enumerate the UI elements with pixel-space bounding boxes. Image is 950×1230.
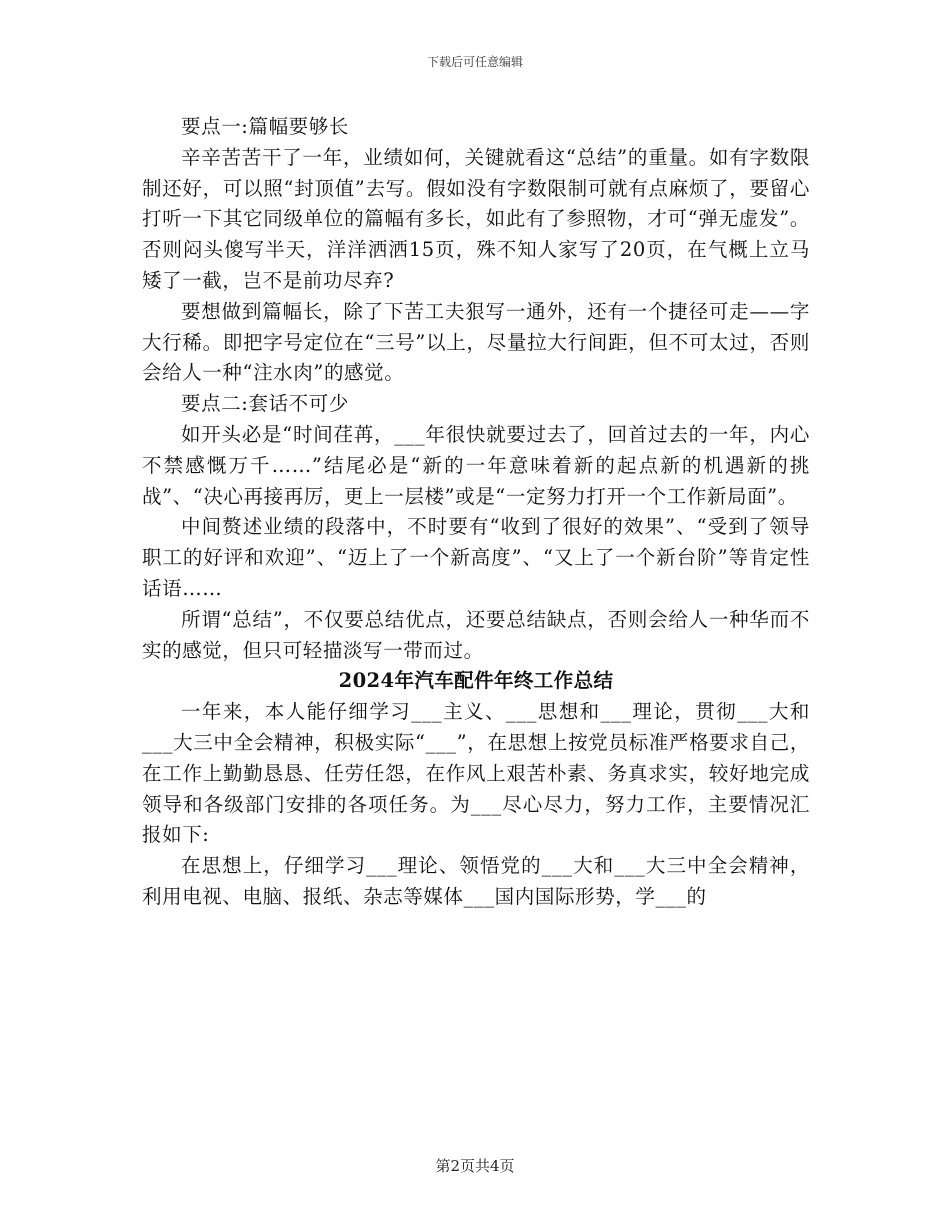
body-paragraph: 在思想上，仔细学习___理论、领悟党的___大和___大三中全会精神，利用电视、电脑、报纸、杂志等媒体___国内国际形势，学___的 (142, 854, 810, 908)
section-heading-point-two: 要点二:套话不可少 (181, 392, 349, 416)
page-number-footer: 第2页共4页 (435, 1157, 515, 1175)
body-paragraph: 所谓“总结”，不仅要总结优点，还要总结缺点，否则会给人一种华而不实的感觉，但只可轻描淡写一带而过。 (142, 607, 810, 662)
body-paragraph: 中间赘述业绩的段落中，不时要有“收到了很好的效果”、“受到了领导职工的好评和欢迎”、“迈上了一个新高度”、“又上了一个新台阶”等肯定性话语…… (142, 515, 810, 600)
document-body (142, 112, 810, 913)
body-paragraph: 要想做到篇幅长，除了下苦工夫狠写一通外，还有一个捷径可走——字大行稀。即把字号定位在“三号”以上，尽量拉大行间距，但不可太过，否则会给人一种“注水肉”的感觉。 (142, 299, 810, 385)
document-title: 2024年汽车配件年终工作总结 (338, 669, 614, 693)
body-paragraph: 如开头必是“时间荏苒，___年很快就要过去了，回首过去的一年，内心不禁感慨万千……”结尾必是“新的一年意味着新的起点新的机遇新的挑战”、“决心再接再厉，更上一层楼”或是“一定努力打开一个工作新局面”。 (142, 422, 810, 508)
page-header-note: 下载后可任意编辑 (426, 55, 523, 69)
body-paragraph: 一年来，本人能仔细学习___主义、___思想和___理论，贯彻___大和___大三中全会精神，积极实际“___”，在思想上按党员标准严格要求自己，在工作上勤勤恳恳、任劳任怨，在作风上艰苦朴素、务真求实，较好地完成领导和各级部门安排的各项任务。为___尽心尽力，努力工作，主要情况汇报如下: (142, 700, 810, 847)
body-paragraph: 辛辛苦苦干了一年，业绩如何，关键就看这“总结”的重量。如有字数限制还好，可以照“封顶值”去写。假如没有字数限制可就有点麻烦了，要留心打听一下其它同级单位的篇幅有多长，如此有了参照物，才可“弹无虚发”。否则闷头傻写半天，洋洋洒洒15页，殊不知人家写了20页，在气概上立马矮了一截，岂不是前功尽弃? (142, 145, 810, 292)
section-heading-point-one: 要点一:篇幅要够长 (181, 115, 349, 138)
